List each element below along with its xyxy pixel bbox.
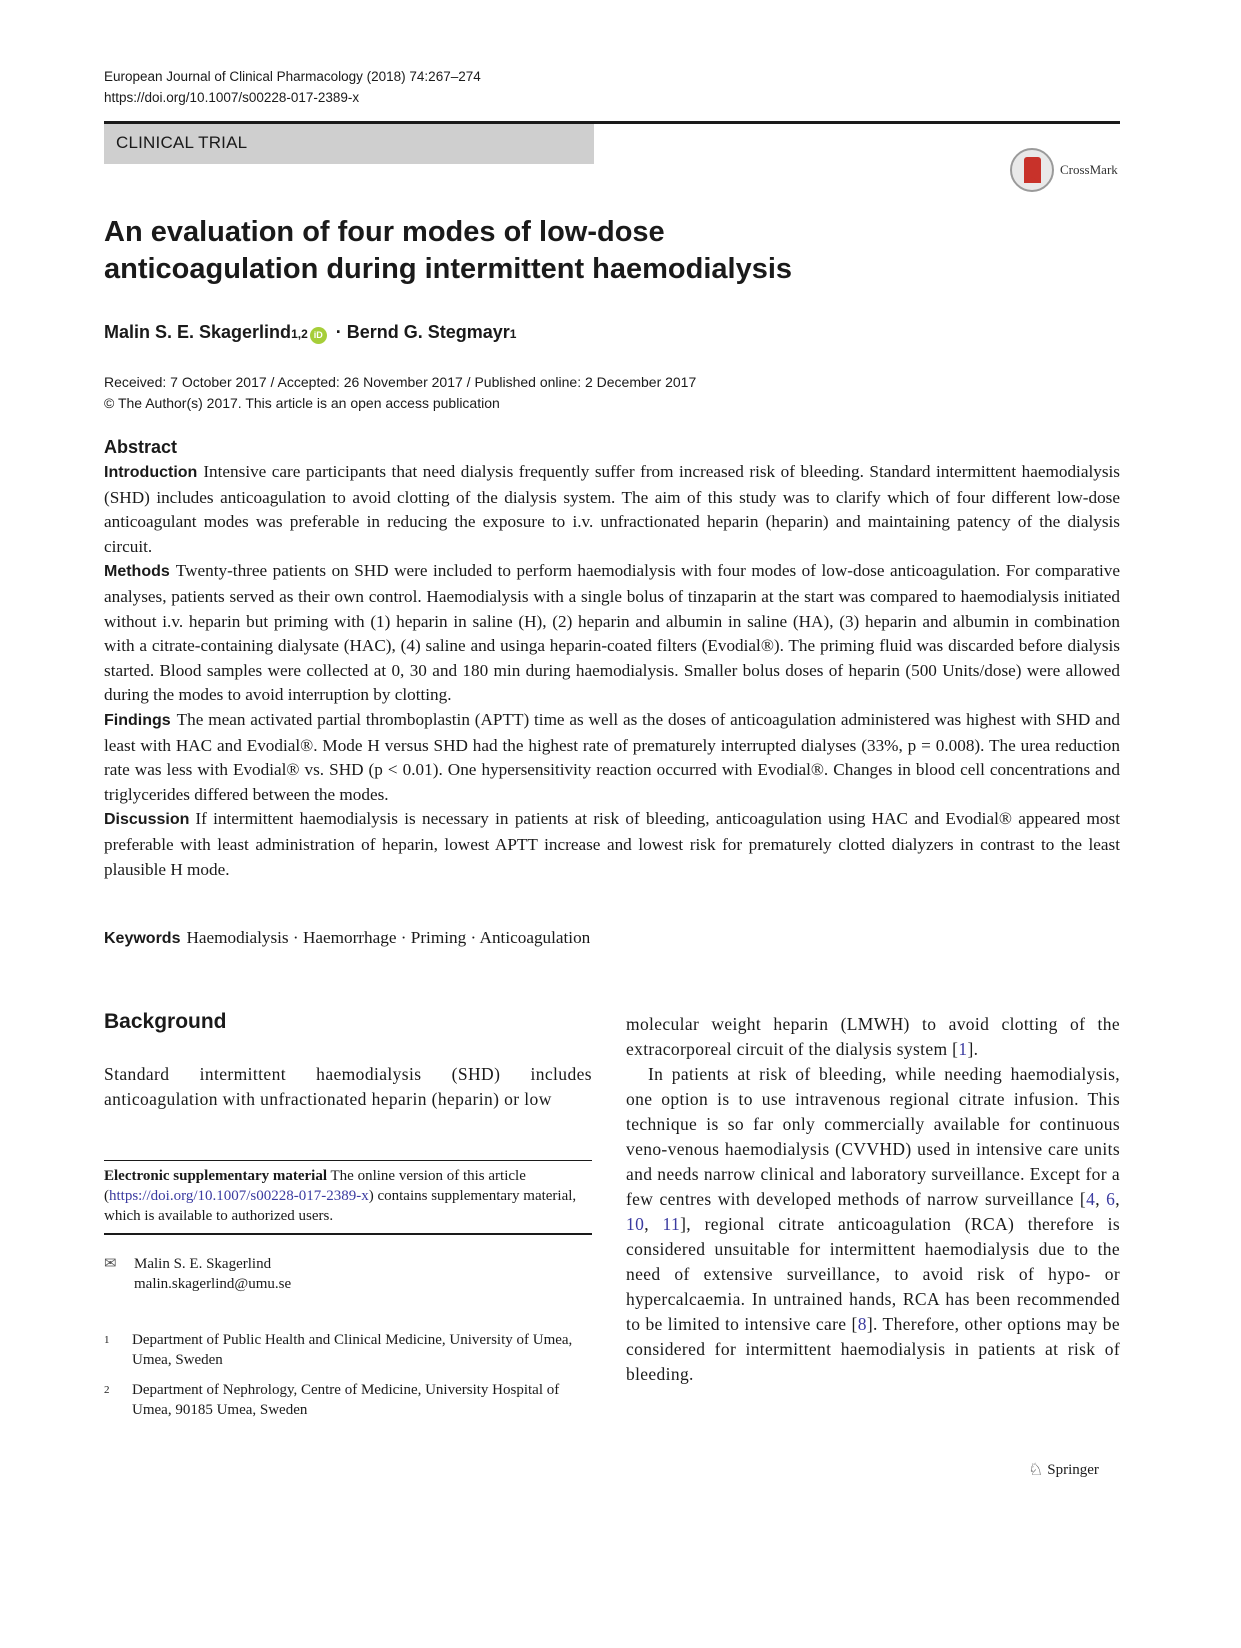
abstract-methods	[104, 559, 1120, 708]
citation-ref[interactable]: 1	[958, 1039, 968, 1059]
doi-link[interactable]: https://doi.org/10.1007/s00228-017-2389-x	[104, 90, 360, 105]
paragraph-text: molecular weight heparin (LMWH) to avoid clotting of the extracorporeal circuit of the dialysis system [	[626, 1014, 1120, 1059]
author-affiliation-sup: 1,2	[291, 327, 308, 341]
affiliation	[104, 1330, 592, 1370]
affiliation-number: 2	[104, 1384, 110, 1396]
crossmark-button[interactable]	[1010, 148, 1118, 192]
supp-label: Electronic supplementary material	[104, 1168, 328, 1184]
affiliation-number: 1	[104, 1334, 110, 1346]
affiliation	[104, 1380, 592, 1420]
article-title: An evaluation of four modes of low-dose anticoagulation during intermittent haemodialysis	[104, 216, 793, 285]
envelope-icon: ✉	[104, 1256, 117, 1272]
background-paragraph-2	[626, 1062, 1120, 1387]
keywords-text: Haemodialysis · Haemorrhage · Priming · Anticoagulation	[186, 928, 591, 947]
author-name[interactable]: Malin S. E. Skagerlind	[104, 322, 292, 342]
abstract-discussion-text: If intermittent haemodialysis is necessary in patients at risk of bleeding, anticoagulation using HAC and Evodial® appeared most preferable with least administration of heparin, lowest APTT increase and lowest risk for prematurely clotted dialyzers in contrast to the least plausible H mode.	[104, 809, 1120, 879]
abstract-introduction-label: Introduction	[104, 464, 198, 481]
abstract-heading: Abstract	[104, 437, 178, 457]
supp-link[interactable]: https://doi.org/10.1007/s00228-017-2389-x	[109, 1188, 369, 1204]
abstract-discussion	[104, 807, 1120, 882]
article-dates	[104, 372, 696, 414]
abstract	[104, 437, 1120, 882]
crossmark-label: CrossMark	[1060, 162, 1118, 177]
corresponding-author-name: Malin S. E. Skagerlind	[134, 1256, 272, 1272]
citation-ref[interactable]: 6	[1106, 1189, 1116, 1209]
abstract-introduction	[104, 460, 1120, 559]
received-accepted-published: Received: 7 October 2017 / Accepted: 26 November 2017 / Published online: 2 December 2017	[104, 374, 697, 390]
ref-separator: ,	[644, 1214, 663, 1234]
citation-ref[interactable]: 11	[662, 1214, 681, 1234]
abstract-findings-label: Findings	[104, 711, 171, 729]
background-paragraph-1	[626, 1012, 1120, 1062]
paragraph-text: ]. Therefore, other options may be considered for intermittent haemodialysis in patients at risk of bleeding.	[626, 1314, 1120, 1384]
author-separator: ·	[335, 322, 342, 342]
abstract-findings-text: The mean activated partial thromboplastin (APTT) time as well as the doses of anticoagulation administered was highest with SHD and least with HAC and Evodial®. Mode H versus SHD had the highest rate of prematurely interrupted dialyses (33%, p = 0.008). The urea reduction rate was less with Evodial® vs. SHD (p < 0.01). One hypersensitivity reaction occurred with Evodial®. Changes in blood cell concentrations and triglycerides differed between the modes.	[104, 709, 1120, 804]
citation-ref[interactable]: 4	[1086, 1189, 1096, 1209]
crossmark-icon	[1010, 148, 1054, 192]
copyright-line: © The Author(s) 2017. This article is an open access publication	[104, 395, 500, 411]
abstract-methods-label: Methods	[104, 563, 170, 581]
orcid-icon[interactable]: iD	[310, 327, 327, 344]
paragraph-text: In patients at risk of bleeding, while needing haemodialysis, one option is to use intravenous regional citrate infusion. This technique is so far only commercially available for continuous veno-venous haemodialysis (CVVHD) used in intensive care units and needs narrow clinical and laboratory surveillance. Except for a few centres with developed methods of narrow surveillance [	[626, 1064, 1120, 1209]
paragraph-text: ], regional citrate anticoagulation (RCA) therefore is considered unsuitable for intermittent haemodialysis due to the need of extensive surveillance, to avoid risk of hypo- or hypercalcaemia. In untrained hands, RCA has been recommended to be limited to intensive care [	[626, 1214, 1120, 1334]
supp-text-b: ) contains supplementary material, which is available to authorized users.	[104, 1188, 577, 1224]
citation-ref[interactable]: 10	[626, 1214, 645, 1234]
background-heading: Background	[104, 1010, 227, 1033]
abstract-methods-text: Twenty-three patients on SHD were included to perform haemodialysis with four modes of low-dose anticoagulation. For comparative analyses, patients served as their own control. Haemodialysis with a single bolus of tinzaparin at the start was compared to haemodialysis initiated without i.v. heparin but priming with (1) heparin in saline (H), (2) heparin and albumin in saline (HA), (3) heparin and albumin in combination with a citrate-containing dialysate (HAC), (4) saline and usinga heparin-coated filters (Evodial®). The priming fluid was discarded before dialysis started. Blood samples were collected at 0, 30 and 180 min during haemodialysis. Smaller bolus doses of heparin (500 Units/dose) were allowed during the modes to avoid interruption by clotting.	[104, 561, 1120, 705]
background-right-column	[626, 1012, 1120, 1387]
corresponding-author-email[interactable]: malin.skagerlind@umu.se	[134, 1276, 292, 1292]
background-left-paragraph: Standard intermittent haemodialysis (SHD) includes anticoagulation with unfractionated heparin (heparin) or low	[104, 1064, 592, 1109]
publisher-name: Springer	[1047, 1461, 1099, 1478]
publisher-logo	[1028, 1460, 1099, 1480]
abstract-discussion-label: Discussion	[104, 811, 190, 829]
author-name[interactable]: Bernd G. Stegmayr	[346, 322, 510, 342]
supplementary-material-note	[104, 1166, 592, 1226]
corresponding-author	[104, 1254, 291, 1294]
abstract-findings	[104, 708, 1120, 807]
abstract-introduction-text: Intensive care participants that need dialysis frequently suffer from increased risk of bleeding. Standard intermittent haemodialysis (SHD) includes anticoagulation to avoid clotting of the dialysis system. The aim of this study was to clarify which of four different low-dose anticoagulant modes was preferable in reducing the exposure to i.v. unfractionated heparin (heparin) and maintaining patency of the dialysis circuit.	[104, 462, 1120, 556]
paragraph-text: ].	[967, 1039, 979, 1059]
ref-separator: ,	[1095, 1189, 1107, 1209]
springer-horse-icon: ♘	[1028, 1460, 1044, 1479]
affiliation-text: Department of Nephrology, Centre of Medicine, University Hospital of Umea, 90185 Umea, Sweden	[132, 1382, 560, 1418]
journal-citation	[104, 66, 481, 108]
footnote-rule-top	[104, 1160, 592, 1161]
author-affiliation-sup: 1	[509, 327, 517, 341]
supp-text-a: The online version of this article (	[104, 1168, 526, 1204]
keywords-label: Keywords	[104, 930, 181, 947]
affiliation-text: Department of Public Health and Clinical Medicine, University of Umea, Umea, Sweden	[132, 1332, 573, 1368]
author-list	[104, 322, 516, 344]
ref-separator: ,	[1115, 1189, 1120, 1209]
footnote-rule-bottom	[104, 1233, 592, 1235]
section-label: CLINICAL TRIAL	[116, 133, 248, 152]
journal-name: European Journal of Clinical Pharmacology (2018) 74:267–274	[104, 69, 481, 84]
citation-ref[interactable]: 8	[857, 1314, 867, 1334]
keywords	[104, 928, 590, 948]
